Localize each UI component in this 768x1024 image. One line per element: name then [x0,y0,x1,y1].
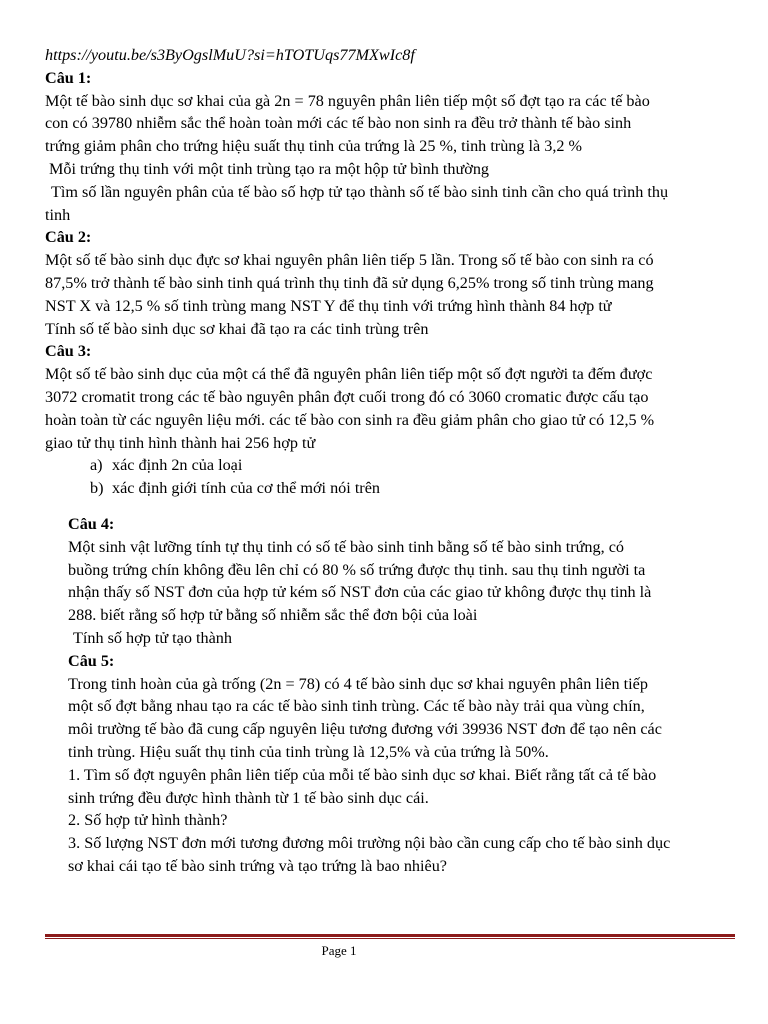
question-2-line: 87,5% trở thành tế bào sinh tinh quá trình thụ tinh đã sử dụng 6,25% trong số tinh trùng mang [45,273,654,292]
question-1-heading: Câu 1: [45,68,92,87]
footer-rule-thin [45,938,735,939]
question-5-line: sinh trứng đều được hình thành từ 1 tế bào sinh dục cái. [68,788,429,807]
question-3-line: Một số tế bào sinh dục của một cá thể đã nguyên phân liên tiếp một số đợt người ta đếm được [45,365,653,384]
question-4-heading: Câu 4: [68,514,115,533]
question-5-heading: Câu 5: [68,651,115,670]
question-1-line: Một tế bào sinh dục sơ khai của gà 2n = 78 nguyên phân liên tiếp một số đợt tạo ra các tế bào [45,91,650,110]
question-1-line: Tìm số lần nguyên phân của tế bào số hợp tử tạo thành số tế bào sinh tinh cần cho quá trình thụ [51,182,669,201]
option-label: a) [90,456,103,475]
question-1-line: Mỗi trứng thụ tinh với một tinh trùng tạo ra một hộp tử bình thường [49,159,490,178]
question-1-line: tinh [45,205,71,224]
question-5-line: một số đợt bằng nhau tạo ra các tế bào sinh tinh trùng. Các tế bào này trải qua vùng chín, [68,697,645,716]
question-4-line: buồng trứng chín không đều lên chỉ có 80 % số trứng được thụ tinh. sau thụ tinh người ta [68,560,646,579]
question-3-line: hoàn toàn từ các nguyên liệu mới. các tế bào con sinh ra đều giảm phân cho giao tử có 12,5 % [45,410,655,429]
question-4-line: Tính số hợp tử tạo thành [73,628,232,647]
question-2-line: Tính số tế bào sinh dục sơ khai đã tạo ra các tinh trùng trên [45,319,429,338]
question-2-line: Một số tế bào sinh dục đực sơ khai nguyên phân liên tiếp 5 lần. Trong số tế bào con sinh ra có [45,251,654,270]
question-3-line: giao tử thụ tinh hình thành hai 256 hợp tử [45,433,316,452]
question-2-heading: Câu 2: [45,228,92,247]
indented-section [45,513,735,878]
option-text: xác định 2n của loại [112,456,243,475]
youtube-link[interactable]: https://youtu.be/s3ByOgslMuU?si=hTOTUqs77MXwIc8f [45,46,415,64]
question-3-heading: Câu 3: [45,342,92,361]
spacer [45,500,735,513]
question-3-line: 3072 cromatit trong các tế bào nguyên phân đợt cuối trong đó có 3060 cromatic được cấu tạo [45,387,649,406]
page-number: Page 1 [321,943,357,958]
option-text: xác định giới tính của cơ thể mới nói trên [112,479,380,498]
question-4-line: nhận thấy số NST đơn của hợp tử kém số NST đơn của các giao tử không được thụ tinh là [68,583,652,602]
document-body [45,44,735,878]
question-4-line: 288. biết rằng số hợp tử bằng số nhiễm sắc thể đơn bội của loài [68,606,478,625]
option-label: b) [90,479,104,498]
question-5-line: Trong tinh hoàn của gà trống (2n = 78) có 4 tế bào sinh dục sơ khai nguyên phân liên tiếp [68,674,648,693]
question-4-line: Một sinh vật lưỡng tính tự thụ tinh có số tế bào sinh tinh bằng số tế bào sinh trứng, có [68,537,624,556]
question-5-line: 1. Tìm số đợt nguyên phân liên tiếp của mỗi tế bào sinh dục sơ khai. Biết rằng tất cả tế bào [68,765,657,784]
question-5-line: sơ khai cái tạo tế bào sinh trứng và tạo trứng là bao nhiêu? [68,856,447,875]
question-3-option-b [45,477,735,500]
question-5-line: 2. Số hợp tử hình thành? [68,811,228,830]
question-5-line: tinh trùng. Hiệu suất thụ tinh của tinh trùng là 12,5% và của trứng là 50%. [68,742,549,761]
question-2-line: NST X và 12,5 % số tinh trùng mang NST Y để thụ tinh với trứng hình thành 84 hợp tử [45,296,612,315]
question-5-line: môi trường tế bào đã cung cấp nguyên liệu tương đương với 39936 NST đơn để tạo nên các [68,720,662,739]
question-3-option-a [45,454,735,477]
question-1-line: con có 39780 nhiễm sắc thể hoàn toàn mới các tế bào non sinh ra đều trở thành tế bào sinh [45,114,632,133]
footer-rule-thick [45,934,735,937]
question-5-line: 3. Số lượng NST đơn mới tương đương môi trường nội bào cần cung cấp cho tế bào sinh dục [68,834,671,853]
question-1-line: trứng giảm phân cho trứng hiệu suất thụ tinh của trứng là 25 %, tinh trùng là 3,2 % [45,137,583,156]
